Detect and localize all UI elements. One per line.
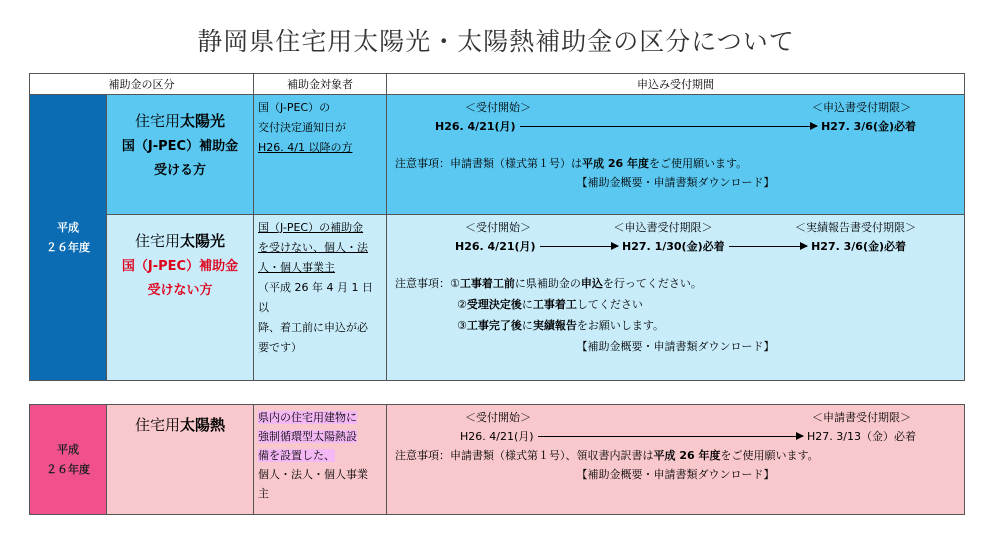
note-item-1: 注意事項：①工事着工前に県補助金の申込を行ってください。 <box>395 277 702 290</box>
target-line: 人・個人事業主 <box>258 261 335 274</box>
table-row <box>30 405 965 515</box>
start-date: H26. 4/21(月) <box>435 120 516 133</box>
target-cell <box>254 215 387 381</box>
period-cell <box>387 95 965 215</box>
era-cell <box>30 95 107 381</box>
category-sub1: 国（J-PEC）補助金 <box>121 139 239 154</box>
arrow-icon <box>520 126 818 127</box>
category-cell <box>107 405 254 515</box>
note: 注意事項：申請書類（様式第１号）、領収書内訳書は平成 26 年度をご使用願います。 <box>395 449 819 462</box>
table-row <box>30 95 965 215</box>
category-title: 住宅用太陽光 <box>134 232 226 250</box>
header-category: 補助金の区分 <box>30 74 254 95</box>
period-cell <box>387 405 965 515</box>
table-header-row <box>30 74 965 95</box>
category-title: 住宅用太陽光 <box>134 112 226 130</box>
start-date: H26. 4/21(月) <box>455 240 536 253</box>
start-label: ＜受付開始＞ <box>465 221 531 234</box>
arrow-icon <box>729 246 807 247</box>
subsidy-table-solar-pv <box>29 73 965 381</box>
period-labels <box>395 408 956 427</box>
category-title: 住宅用太陽熱 <box>134 416 226 434</box>
end-date: H27. 3/6(金)必着 <box>821 120 916 133</box>
note-item-2: ②受理決定後に工事着工してください <box>457 298 643 311</box>
note: 注意事項：申請書類（様式第１号）は平成 26 年度をご使用願います。 <box>395 157 748 170</box>
mid-date: H27. 1/30(金)必着 <box>622 240 725 253</box>
note-item-3: ③工事完了後に実績報告をお願いします。 <box>457 319 664 332</box>
category-sub2: 受ける方 <box>153 163 206 178</box>
category-sub2: 受けない方 <box>147 283 213 298</box>
target-line: H26. 4/1 以降の方 <box>258 141 353 154</box>
end-label: ＜実績報告書受付期限＞ <box>795 221 916 234</box>
period-cell <box>387 215 965 381</box>
period-labels <box>395 218 956 237</box>
arrow-icon <box>540 246 618 247</box>
era-line2: ２６年度 <box>46 240 90 254</box>
target-line: 降、着工前に申込が必 <box>258 321 368 334</box>
subsidy-table-solar-thermal <box>29 404 965 515</box>
period-dates <box>395 427 956 446</box>
target-line: 備を設置した、 <box>258 449 335 462</box>
target-line: 国（J-PEC）の補助金 <box>258 221 364 234</box>
target-line: を受けない、個人・法 <box>258 241 368 254</box>
mid-label: ＜申込書受付期限＞ <box>613 221 713 234</box>
page-title: 静岡県住宅用太陽光・太陽熱補助金の区分について <box>197 27 795 56</box>
target-line: 強制循環型太陽熱設 <box>258 430 357 443</box>
start-label: ＜受付開始＞ <box>465 101 531 114</box>
end-date: H27. 3/13（金）必着 <box>807 430 916 443</box>
header-period: 申込み受付期間 <box>387 74 965 95</box>
target-line: 要です） <box>258 341 302 354</box>
period-dates <box>395 117 956 136</box>
target-line: 県内の住宅用建物に <box>258 411 357 424</box>
era-line2: ２６年度 <box>46 462 90 476</box>
start-date: H26. 4/21(月) <box>460 430 534 443</box>
deadline-label: ＜申請書受付期限＞ <box>812 411 911 424</box>
target-line: 個人・法人・個人事業 <box>258 468 368 481</box>
target-line: 国（J-PEC）の <box>258 101 331 114</box>
end-date: H27. 3/6(金)必着 <box>811 240 906 253</box>
target-line: （平成 26 年 4 月 1 日以 <box>258 281 373 314</box>
era-line1: 平成 <box>57 220 79 234</box>
era-line1: 平成 <box>57 442 79 456</box>
download-link[interactable]: 【補助金概要・申請書類ダウンロード】 <box>576 468 775 481</box>
table-row <box>30 215 965 381</box>
target-cell <box>254 405 387 515</box>
deadline-label: ＜申込書受付期限＞ <box>812 101 911 114</box>
header-target: 補助金対象者 <box>254 74 387 95</box>
category-cell <box>107 215 254 381</box>
target-line: 交付決定通知日が <box>258 121 346 134</box>
period-dates <box>395 237 956 256</box>
category-sub1: 国（J-PEC）補助金 <box>121 259 239 274</box>
era-cell <box>30 405 107 515</box>
period-labels <box>395 98 956 117</box>
target-cell <box>254 95 387 215</box>
category-cell <box>107 95 254 215</box>
download-link[interactable]: 【補助金概要・申請書類ダウンロード】 <box>576 340 775 353</box>
arrow-icon <box>538 436 803 437</box>
download-link[interactable]: 【補助金概要・申請書類ダウンロード】 <box>576 176 775 189</box>
start-label: ＜受付開始＞ <box>465 411 531 424</box>
target-line: 主 <box>258 487 269 500</box>
